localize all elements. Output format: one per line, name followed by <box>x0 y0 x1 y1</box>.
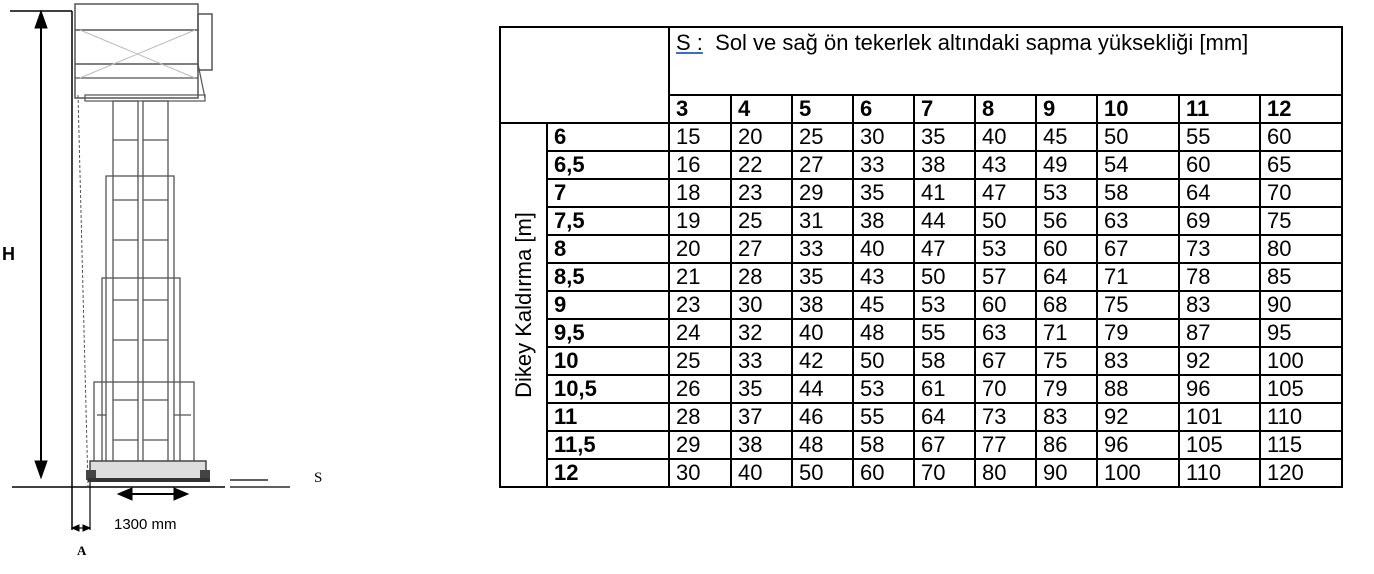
table-cell: 58 <box>1097 179 1179 207</box>
table-cell: 61 <box>914 375 975 403</box>
table-cell: 67 <box>914 431 975 459</box>
table-cell: 100 <box>1260 347 1342 375</box>
row-header: 10,5 <box>547 375 669 403</box>
table-cell: 70 <box>1260 179 1342 207</box>
scissor-lift-drawing <box>0 0 470 569</box>
table-cell: 44 <box>914 207 975 235</box>
table-row <box>500 235 1342 263</box>
table-cell: 53 <box>914 291 975 319</box>
row-header: 9 <box>547 291 669 319</box>
table-cell: 21 <box>669 263 731 291</box>
table-cell: 38 <box>914 151 975 179</box>
table-cell: 49 <box>1036 151 1097 179</box>
table-cell: 67 <box>1097 235 1179 263</box>
table-cell: 22 <box>731 151 792 179</box>
table-cell: 80 <box>975 459 1036 487</box>
table-cell: 73 <box>975 403 1036 431</box>
offset-label: A <box>77 543 87 558</box>
table-cell: 43 <box>975 151 1036 179</box>
table-cell: 46 <box>792 403 853 431</box>
row-header: 12 <box>547 459 669 487</box>
table-cell: 68 <box>1036 291 1097 319</box>
table-cell: 83 <box>1036 403 1097 431</box>
table-cell: 29 <box>669 431 731 459</box>
row-header: 9,5 <box>547 319 669 347</box>
table-cell: 50 <box>975 207 1036 235</box>
table-cell: 90 <box>1036 459 1097 487</box>
header-title-row <box>500 27 1342 95</box>
work-platform <box>75 4 212 101</box>
table-cell: 80 <box>1260 235 1342 263</box>
table-cell: 18 <box>669 179 731 207</box>
table-cell: 29 <box>792 179 853 207</box>
table-cell: 63 <box>1097 207 1179 235</box>
table-cell: 40 <box>853 235 914 263</box>
table-cell: 75 <box>1036 347 1097 375</box>
column-header: 11 <box>1179 95 1260 123</box>
table-cell: 32 <box>731 319 792 347</box>
row-header: 8,5 <box>547 263 669 291</box>
table-row <box>500 291 1342 319</box>
table-cell: 64 <box>1036 263 1097 291</box>
table-cell: 20 <box>669 235 731 263</box>
table-cell: 60 <box>1260 123 1342 151</box>
table-cell: 44 <box>792 375 853 403</box>
column-header: 9 <box>1036 95 1097 123</box>
table-row <box>500 347 1342 375</box>
row-header: 8 <box>547 235 669 263</box>
table-cell: 105 <box>1260 375 1342 403</box>
table-cell: 64 <box>1179 179 1260 207</box>
table-cell: 105 <box>1179 431 1260 459</box>
table-cell: 120 <box>1260 459 1342 487</box>
table-cell: 31 <box>792 207 853 235</box>
table-cell: 100 <box>1097 459 1179 487</box>
deflection-table <box>499 26 1343 488</box>
table-cell: 35 <box>914 123 975 151</box>
table-cell: 60 <box>1036 235 1097 263</box>
table-cell: 115 <box>1260 431 1342 459</box>
row-axis-label-cell <box>500 123 547 487</box>
table-row <box>500 123 1342 151</box>
column-header: 8 <box>975 95 1036 123</box>
table-row <box>500 151 1342 179</box>
offset-dimension <box>72 482 90 531</box>
table-cell: 33 <box>731 347 792 375</box>
table-row <box>500 207 1342 235</box>
corner-cell <box>500 27 669 123</box>
table-cell: 92 <box>1179 347 1260 375</box>
table-cell: 58 <box>853 431 914 459</box>
height-label: H <box>2 244 15 264</box>
table-cell: 71 <box>1036 319 1097 347</box>
table-cell: 35 <box>792 263 853 291</box>
column-header: 6 <box>853 95 914 123</box>
row-header: 11,5 <box>547 431 669 459</box>
table-cell: 79 <box>1036 375 1097 403</box>
column-header: 5 <box>792 95 853 123</box>
column-header: 10 <box>1097 95 1179 123</box>
table-cell: 110 <box>1179 459 1260 487</box>
deflection-label: S <box>314 470 323 486</box>
table-cell: 79 <box>1097 319 1179 347</box>
table-cell: 53 <box>853 375 914 403</box>
height-dimension <box>10 11 72 478</box>
width-dimension <box>118 488 188 500</box>
table-cell: 38 <box>853 207 914 235</box>
column-header: 4 <box>731 95 792 123</box>
row-header: 6 <box>547 123 669 151</box>
table-cell: 30 <box>853 123 914 151</box>
table-cell: 57 <box>975 263 1036 291</box>
table-body <box>500 27 1342 487</box>
table-cell: 26 <box>669 375 731 403</box>
table-cell: 90 <box>1260 291 1342 319</box>
lift-diagram <box>0 0 470 569</box>
table-cell: 69 <box>1179 207 1260 235</box>
table-row <box>500 179 1342 207</box>
table-cell: 60 <box>1179 151 1260 179</box>
table-cell: 70 <box>914 459 975 487</box>
column-header: 7 <box>914 95 975 123</box>
table-cell: 47 <box>914 235 975 263</box>
table-cell: 64 <box>914 403 975 431</box>
header-text: Sol ve sağ ön tekerlek altındaki sapma yüksekliği [mm] <box>715 30 1249 55</box>
table-cell: 70 <box>975 375 1036 403</box>
table-cell: 87 <box>1179 319 1260 347</box>
table-cell: 25 <box>792 123 853 151</box>
table-cell: 37 <box>731 403 792 431</box>
table-cell: 50 <box>853 347 914 375</box>
header-description <box>669 27 1342 95</box>
table-cell: 50 <box>914 263 975 291</box>
table-cell: 33 <box>853 151 914 179</box>
table-cell: 38 <box>731 431 792 459</box>
table-cell: 23 <box>731 179 792 207</box>
row-header: 11 <box>547 403 669 431</box>
column-header: 12 <box>1260 95 1342 123</box>
lift-base <box>86 461 210 482</box>
table-cell: 73 <box>1179 235 1260 263</box>
table-cell: 43 <box>853 263 914 291</box>
table-cell: 88 <box>1097 375 1179 403</box>
table-cell: 28 <box>669 403 731 431</box>
row-header: 7,5 <box>547 207 669 235</box>
table-cell: 47 <box>975 179 1036 207</box>
table-cell: 30 <box>731 291 792 319</box>
s-key: S : <box>676 30 703 55</box>
table-row <box>500 263 1342 291</box>
table-row <box>500 459 1342 487</box>
table-cell: 75 <box>1097 291 1179 319</box>
table-cell: 33 <box>792 235 853 263</box>
table-cell: 92 <box>1097 403 1179 431</box>
table-cell: 83 <box>1097 347 1179 375</box>
table-cell: 45 <box>1036 123 1097 151</box>
table-cell: 53 <box>975 235 1036 263</box>
table-cell: 58 <box>914 347 975 375</box>
table-cell: 60 <box>853 459 914 487</box>
table-cell: 23 <box>669 291 731 319</box>
table-cell: 54 <box>1097 151 1179 179</box>
row-header: 7 <box>547 179 669 207</box>
table-cell: 77 <box>975 431 1036 459</box>
table-cell: 85 <box>1260 263 1342 291</box>
table-cell: 86 <box>1036 431 1097 459</box>
table-cell: 15 <box>669 123 731 151</box>
width-label: 1300 mm <box>114 516 177 533</box>
table-cell: 19 <box>669 207 731 235</box>
table-row <box>500 403 1342 431</box>
table-cell: 55 <box>853 403 914 431</box>
table-cell: 55 <box>914 319 975 347</box>
lift-mast <box>94 101 194 476</box>
table-cell: 53 <box>1036 179 1097 207</box>
table-cell: 25 <box>669 347 731 375</box>
table-cell: 40 <box>792 319 853 347</box>
table-cell: 27 <box>731 235 792 263</box>
table-cell: 95 <box>1260 319 1342 347</box>
table-cell: 56 <box>1036 207 1097 235</box>
table-cell: 27 <box>792 151 853 179</box>
table-cell: 25 <box>731 207 792 235</box>
table-row <box>500 375 1342 403</box>
table-cell: 96 <box>1179 375 1260 403</box>
row-header: 10 <box>547 347 669 375</box>
table-cell: 83 <box>1179 291 1260 319</box>
table-cell: 101 <box>1179 403 1260 431</box>
table-cell: 110 <box>1260 403 1342 431</box>
column-header: 3 <box>669 95 731 123</box>
table-cell: 40 <box>975 123 1036 151</box>
table-cell: 30 <box>669 459 731 487</box>
table-cell: 48 <box>853 319 914 347</box>
table-cell: 42 <box>792 347 853 375</box>
table-cell: 50 <box>792 459 853 487</box>
row-header: 6,5 <box>547 151 669 179</box>
table-cell: 40 <box>731 459 792 487</box>
table-cell: 60 <box>975 291 1036 319</box>
table-cell: 41 <box>914 179 975 207</box>
table-cell: 67 <box>975 347 1036 375</box>
table-cell: 75 <box>1260 207 1342 235</box>
row-axis-label: Dikey Kaldırma [m] <box>510 212 536 398</box>
table-row <box>500 319 1342 347</box>
table-cell: 48 <box>792 431 853 459</box>
table-cell: 78 <box>1179 263 1260 291</box>
table-cell: 35 <box>853 179 914 207</box>
table-cell: 96 <box>1097 431 1179 459</box>
table-cell: 50 <box>1097 123 1179 151</box>
table-cell: 28 <box>731 263 792 291</box>
table-row <box>500 431 1342 459</box>
table-cell: 20 <box>731 123 792 151</box>
table-cell: 35 <box>731 375 792 403</box>
table-cell: 65 <box>1260 151 1342 179</box>
table-cell: 24 <box>669 319 731 347</box>
table-cell: 63 <box>975 319 1036 347</box>
table-cell: 38 <box>792 291 853 319</box>
table-cell: 71 <box>1097 263 1179 291</box>
table-cell: 16 <box>669 151 731 179</box>
table-cell: 45 <box>853 291 914 319</box>
table-cell: 55 <box>1179 123 1260 151</box>
